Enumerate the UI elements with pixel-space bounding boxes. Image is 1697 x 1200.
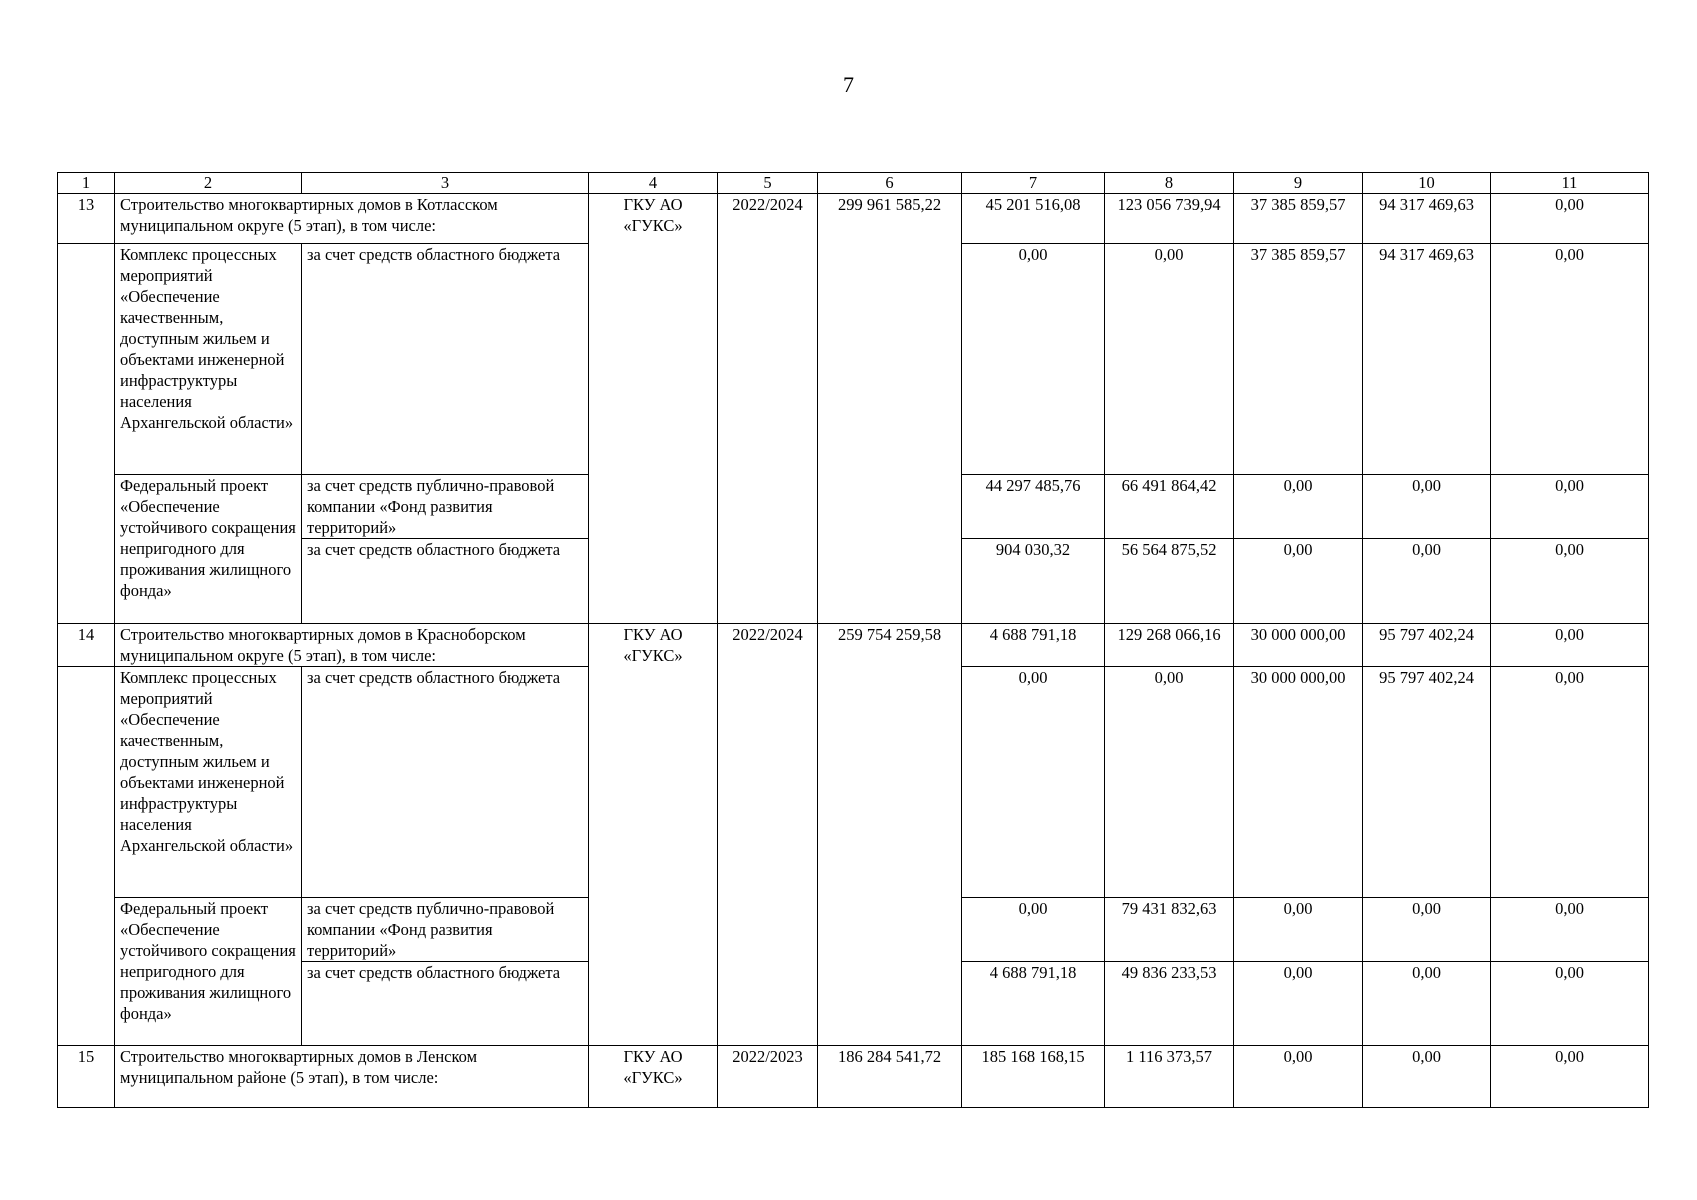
value-col11: 0,00 [1491,898,1649,962]
column-header: 11 [1491,173,1649,194]
column-header: 3 [302,173,589,194]
value-col9: 0,00 [1234,962,1363,1046]
table-row [58,194,1649,244]
value-col8: 1 116 373,57 [1105,1046,1234,1108]
value-col10: 0,00 [1363,539,1491,624]
value-col7: 185 168 168,15 [962,1046,1105,1108]
funding-source: за счет средств областного бюджета [302,667,589,898]
value-col9: 37 385 859,57 [1234,244,1363,475]
value-col7: 0,00 [962,244,1105,475]
value-col7: 0,00 [962,667,1105,898]
column-header: 6 [818,173,962,194]
funding-source: за счет средств областного бюджета [302,539,589,624]
federal-project-label: Федеральный проект «Обеспечение устойчивого сокращения непригодного для проживания жилищного фонда» [115,898,302,1046]
value-col7: 4 688 791,18 [962,962,1105,1046]
value-col11: 0,00 [1491,624,1649,667]
row-number: 15 [58,1046,115,1108]
value-col7: 4 688 791,18 [962,624,1105,667]
value-col10: 0,00 [1363,898,1491,962]
value-col8: 79 431 832,63 [1105,898,1234,962]
column-header: 9 [1234,173,1363,194]
value-col8: 129 268 066,16 [1105,624,1234,667]
column-header: 5 [718,173,818,194]
column-header: 2 [115,173,302,194]
value-col11: 0,00 [1491,1046,1649,1108]
period: 2022/2024 [718,624,818,1046]
value-col7: 0,00 [962,898,1105,962]
value-col11: 0,00 [1491,475,1649,539]
value-col9: 0,00 [1234,1046,1363,1108]
executor: ГКУ АО «ГУКС» [589,624,718,1046]
value-col9: 37 385 859,57 [1234,194,1363,244]
value-col7: 45 201 516,08 [962,194,1105,244]
table-row [58,624,1649,667]
total-cost: 186 284 541,72 [818,1046,962,1108]
funding-source: за счет средств областного бюджета [302,962,589,1046]
funding-source: за счет средств областного бюджета [302,244,589,475]
empty-cell [58,667,115,1046]
executor: ГКУ АО «ГУКС» [589,1046,718,1108]
period: 2022/2024 [718,194,818,624]
value-col8: 56 564 875,52 [1105,539,1234,624]
value-col11: 0,00 [1491,667,1649,898]
table-header-row [58,173,1649,194]
value-col9: 30 000 000,00 [1234,667,1363,898]
value-col8: 49 836 233,53 [1105,962,1234,1046]
funding-source: за счет средств публично-правовой компании «Фонд развития территорий» [302,898,589,962]
value-col9: 0,00 [1234,898,1363,962]
value-col8: 123 056 739,94 [1105,194,1234,244]
value-col8: 0,00 [1105,244,1234,475]
total-cost: 299 961 585,22 [818,194,962,624]
federal-project-label: Федеральный проект «Обеспечение устойчивого сокращения непригодного для проживания жилищного фонда» [115,475,302,624]
value-col11: 0,00 [1491,194,1649,244]
value-col9: 0,00 [1234,475,1363,539]
value-col11: 0,00 [1491,244,1649,475]
funding-source: за счет средств публично-правовой компании «Фонд развития территорий» [302,475,589,539]
value-col9: 30 000 000,00 [1234,624,1363,667]
value-col10: 95 797 402,24 [1363,624,1491,667]
project-name: Строительство многоквартирных домов в Котласском муниципальном округе (5 этап), в том числе: [115,194,589,244]
value-col10: 95 797 402,24 [1363,667,1491,898]
value-col7: 904 030,32 [962,539,1105,624]
value-col7: 44 297 485,76 [962,475,1105,539]
value-col10: 0,00 [1363,475,1491,539]
value-col11: 0,00 [1491,962,1649,1046]
value-col10: 0,00 [1363,962,1491,1046]
budget-table [57,172,1649,1108]
total-cost: 259 754 259,58 [818,624,962,1046]
row-number: 13 [58,194,115,244]
empty-cell [58,244,115,624]
value-col8: 66 491 864,42 [1105,475,1234,539]
project-name: Строительство многоквартирных домов в Ленском муниципальном районе (5 этап), в том числе: [115,1046,589,1108]
column-header: 8 [1105,173,1234,194]
value-col11: 0,00 [1491,539,1649,624]
value-col10: 94 317 469,63 [1363,194,1491,244]
complex-label: Комплекс процессных мероприятий «Обеспечение качественным, доступным жильем и объектами инженерной инфраструктуры населения Архангельской области» [115,667,302,898]
complex-label: Комплекс процессных мероприятий «Обеспечение качественным, доступным жильем и объектами инженерной инфраструктуры населения Архангельской области» [115,244,302,475]
value-col9: 0,00 [1234,539,1363,624]
value-col10: 94 317 469,63 [1363,244,1491,475]
period: 2022/2023 [718,1046,818,1108]
column-header: 10 [1363,173,1491,194]
column-header: 4 [589,173,718,194]
page-number: 7 [843,72,854,97]
value-col8: 0,00 [1105,667,1234,898]
table-row [58,1046,1649,1108]
value-col10: 0,00 [1363,1046,1491,1108]
row-number: 14 [58,624,115,667]
project-name: Строительство многоквартирных домов в Красноборском муниципальном округе (5 этап), в том числе: [115,624,589,667]
column-header: 1 [58,173,115,194]
executor: ГКУ АО «ГУКС» [589,194,718,624]
column-header: 7 [962,173,1105,194]
